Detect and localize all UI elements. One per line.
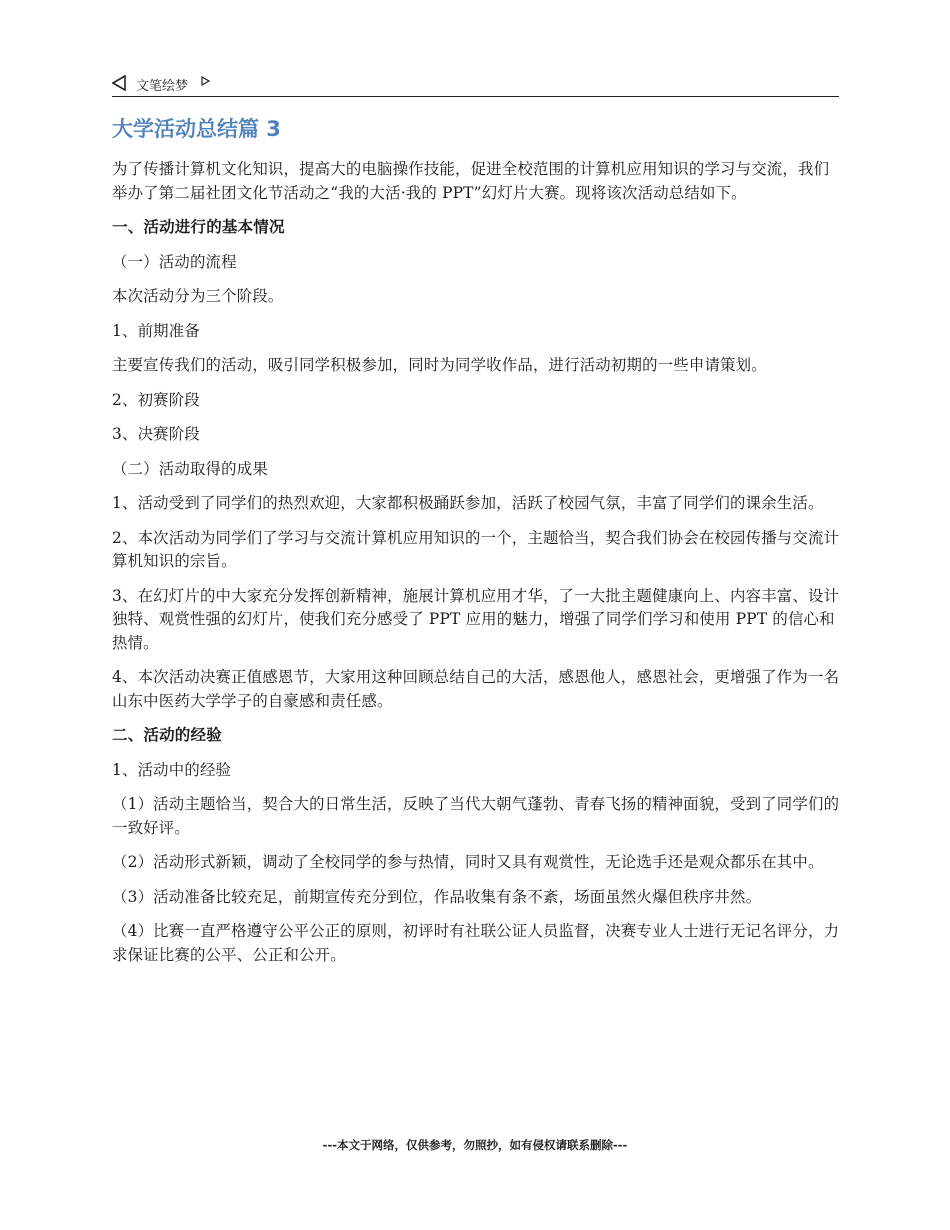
- triangle-right-icon: [201, 76, 210, 86]
- paragraph: 2、初赛阶段: [112, 390, 200, 409]
- paragraph: 主要宣传我们的活动，吸引同学积极参加，同时为同学收作品，进行活动初期的一些申请策划。: [112, 356, 767, 374]
- document-title: 大学活动总结篇 3: [112, 117, 281, 141]
- page-header: [112, 70, 839, 97]
- paragraph: 为了传播计算机文化知识，提高大的电脑操作技能，促进全校范围的计算机应用知识的学习与交流，我们举办了第二届社团文化节活动之“我的大活·我的 PPT”幻灯片大赛。现将该次活动总结如下。: [112, 160, 830, 202]
- paragraph: 1、前期准备: [112, 321, 200, 340]
- paragraph: （2）活动形式新颖，调动了全校同学的参与热情，同时又具有观赏性，无论选手还是观众都乐在其中。: [112, 853, 824, 871]
- paragraph: 本次活动分为三个阶段。: [112, 287, 284, 305]
- paragraph: （3）活动准备比较充足，前期宣传充分到位，作品收集有条不紊，场面虽然火爆但秩序井然。: [112, 887, 762, 906]
- paragraph: 3、在幻灯片的中大家充分发挥创新精神，施展计算机应用才华，了一大批主题健康向上、内容丰富、设计独特、观赏性强的幻灯片，使我们充分感受了 PPT 应用的魅力，增强了同学们学习和使用 PPT 的信心和热情。: [112, 586, 840, 652]
- paragraph: （1）活动主题恰当，契合大的日常生活，反映了当代大朝气蓬勃、青春飞扬的精神面貌，受到了同学们的一致好评。: [112, 795, 840, 837]
- triangle-left-icon: [112, 75, 126, 91]
- paragraph: （一）活动的流程: [112, 252, 237, 271]
- footer-disclaimer: ---本文于网络，仅供参考，勿照抄，如有侵权请联系删除---: [322, 1138, 628, 1152]
- document-body: [112, 114, 840, 978]
- header-brand: 文笔绘梦: [136, 79, 189, 94]
- paragraph: （4）比赛一直严格遵守公平公正的原则，初评时有社联公证人员监督，决赛专业人士进行无记名评分，力求保证比赛的公平、公正和公开。: [112, 922, 840, 964]
- paragraph: 3、决赛阶段: [112, 425, 200, 443]
- paragraph: 1、活动受到了同学们的热烈欢迎，大家都积极踊跃参加，活跃了校园气氛，丰富了同学们的课余生活。: [112, 494, 824, 512]
- paragraph: 4、本次活动决赛正值感恩节，大家用这种回顾总结自己的大活，感恩他人，感恩社会，更增强了作为一名山东中医药大学学子的自豪感和责任感。: [112, 668, 840, 710]
- section-heading: 二、活动的经验: [112, 726, 222, 744]
- paragraph: 2、本次活动为同学们了学习与交流计算机应用知识的一个，主题恰当，契合我们协会在校园传播与交流计算机知识的宗旨。: [112, 528, 840, 570]
- paragraph: （二）活动取得的成果: [112, 459, 268, 478]
- section-heading: 一、活动进行的基本情况: [112, 218, 285, 236]
- paragraph-list: [112, 158, 840, 967]
- paragraph: 1、活动中的经验: [112, 760, 232, 779]
